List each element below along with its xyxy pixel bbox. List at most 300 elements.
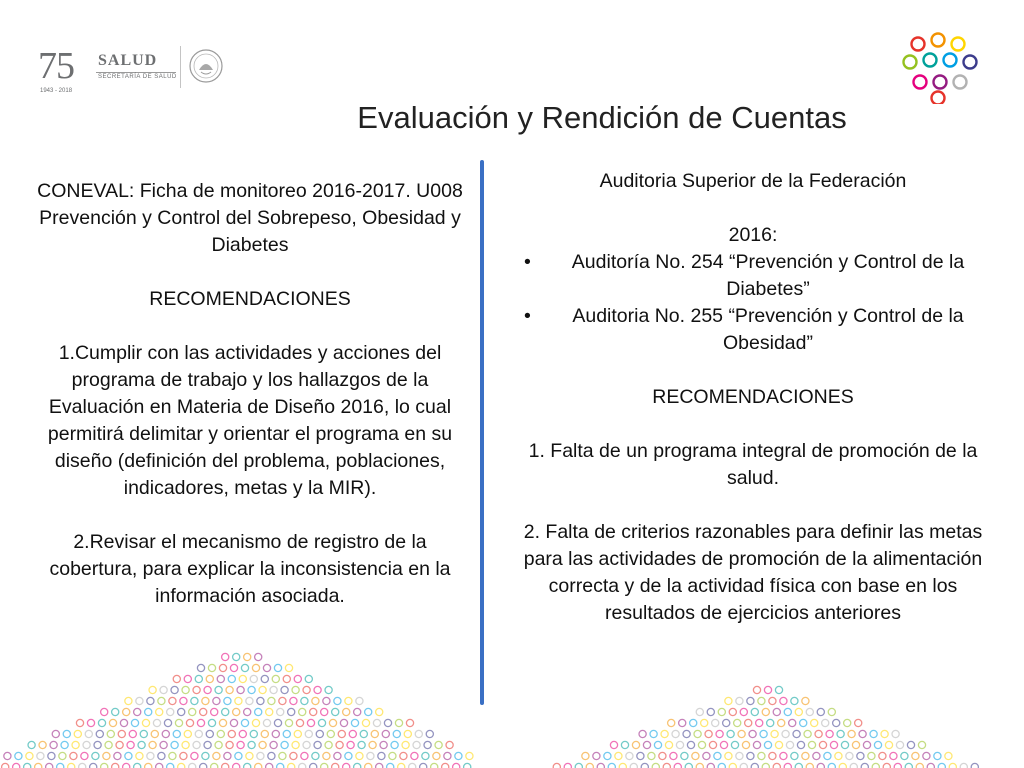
pattern-circle xyxy=(24,763,31,768)
pattern-circle xyxy=(945,752,952,759)
pattern-circle xyxy=(83,741,90,748)
pattern-circle xyxy=(237,741,244,748)
pattern-circle xyxy=(927,763,934,768)
pattern-circle xyxy=(833,719,840,726)
pattern-circle xyxy=(186,719,193,726)
pattern-circle xyxy=(351,719,358,726)
pattern-circle xyxy=(272,730,279,737)
pattern-circle xyxy=(314,686,321,693)
pattern-circle xyxy=(197,664,204,671)
asf-column xyxy=(518,168,988,627)
pattern-circle xyxy=(850,763,857,768)
pattern-circle xyxy=(343,763,350,768)
pattern-circle xyxy=(180,697,187,704)
pattern-circle xyxy=(806,763,813,768)
pattern-circle xyxy=(685,763,692,768)
pattern-circle xyxy=(255,708,262,715)
pattern-circle xyxy=(707,763,714,768)
pattern-circle xyxy=(848,730,855,737)
pattern-circle xyxy=(323,752,330,759)
pattern-circle xyxy=(237,686,244,693)
pattern-circle xyxy=(76,719,83,726)
pattern-circle xyxy=(279,697,286,704)
pattern-circle xyxy=(698,741,705,748)
pattern-circle xyxy=(384,719,391,726)
pattern-circle xyxy=(2,763,9,768)
pattern-circle xyxy=(382,730,389,737)
pattern-circle xyxy=(235,752,242,759)
pattern-circle xyxy=(167,708,174,715)
pattern-circle xyxy=(255,653,262,660)
pattern-circle xyxy=(857,752,864,759)
pattern-circle xyxy=(226,686,233,693)
pattern-circle xyxy=(290,697,297,704)
pattern-circle xyxy=(206,730,213,737)
pattern-circle xyxy=(259,686,266,693)
pattern-circle xyxy=(266,708,273,715)
brand-circles-logo xyxy=(900,32,980,104)
pattern-circle xyxy=(740,708,747,715)
pattern-circle xyxy=(125,752,132,759)
brand-circle xyxy=(952,38,965,51)
pattern-circle xyxy=(266,763,273,768)
pattern-circle xyxy=(751,763,758,768)
pattern-circle xyxy=(387,763,394,768)
pattern-circle xyxy=(731,741,738,748)
brand-circle xyxy=(932,34,945,47)
pattern-circle xyxy=(239,730,246,737)
pattern-circle xyxy=(694,730,701,737)
audit-item-255 xyxy=(518,303,988,357)
pattern-circle xyxy=(791,697,798,704)
pattern-circle xyxy=(369,741,376,748)
pattern-circle xyxy=(400,752,407,759)
pattern-circle xyxy=(892,730,899,737)
pattern-circle xyxy=(771,730,778,737)
pattern-circle xyxy=(380,741,387,748)
pattern-circle xyxy=(632,741,639,748)
pattern-circle xyxy=(182,686,189,693)
pattern-circle xyxy=(670,752,677,759)
pattern-circle xyxy=(767,719,774,726)
pattern-circle xyxy=(738,730,745,737)
pattern-circle xyxy=(208,719,215,726)
pattern-circle xyxy=(140,730,147,737)
pattern-circle xyxy=(586,763,593,768)
pattern-circle xyxy=(109,719,116,726)
pattern-circle xyxy=(35,763,42,768)
pattern-circle xyxy=(292,741,299,748)
asf-recommendations-label: RECOMENDACIONES xyxy=(652,386,854,408)
pattern-circle xyxy=(217,675,224,682)
pattern-circle xyxy=(846,752,853,759)
pattern-circle xyxy=(826,730,833,737)
pattern-circle xyxy=(453,763,460,768)
pattern-circle xyxy=(455,752,462,759)
pattern-circle xyxy=(252,664,259,671)
pattern-circle xyxy=(153,719,160,726)
pattern-circle xyxy=(837,730,844,737)
pattern-circle xyxy=(321,763,328,768)
pattern-circle xyxy=(604,752,611,759)
brand-circle xyxy=(914,76,927,89)
pattern-circle xyxy=(94,741,101,748)
pattern-circle xyxy=(200,708,207,715)
pattern-circle xyxy=(294,730,301,737)
pattern-circle xyxy=(610,741,617,748)
brand-circle xyxy=(964,56,977,69)
pattern-circle xyxy=(769,752,776,759)
pattern-circle xyxy=(879,752,886,759)
pattern-circle xyxy=(184,730,191,737)
pattern-circle xyxy=(960,763,967,768)
pattern-circle xyxy=(127,741,134,748)
pattern-circle xyxy=(345,752,352,759)
pattern-circle xyxy=(252,719,259,726)
pattern-circle xyxy=(288,708,295,715)
pattern-circle xyxy=(896,741,903,748)
pattern-circle xyxy=(907,741,914,748)
pattern-circle xyxy=(835,752,842,759)
pattern-circle xyxy=(156,708,163,715)
brand-circle xyxy=(934,76,947,89)
pattern-circle xyxy=(852,741,859,748)
pattern-circle xyxy=(597,763,604,768)
pattern-circle xyxy=(101,763,108,768)
pattern-circle xyxy=(107,730,114,737)
pattern-circle xyxy=(26,752,33,759)
pattern-circle xyxy=(63,730,70,737)
pattern-circle xyxy=(310,708,317,715)
pattern-circle xyxy=(797,741,804,748)
pattern-circle xyxy=(224,752,231,759)
pattern-circle xyxy=(411,752,418,759)
pattern-circle xyxy=(125,697,132,704)
pattern-circle xyxy=(696,763,703,768)
pattern-circle xyxy=(362,719,369,726)
pattern-circle xyxy=(158,752,165,759)
pattern-circle xyxy=(299,708,306,715)
pattern-circle xyxy=(70,752,77,759)
pattern-circle xyxy=(305,675,312,682)
pattern-circle xyxy=(828,708,835,715)
pattern-circle xyxy=(729,763,736,768)
pattern-circle xyxy=(283,730,290,737)
pattern-circle xyxy=(149,686,156,693)
pattern-circle xyxy=(729,708,736,715)
pattern-circle xyxy=(643,741,650,748)
pattern-circle xyxy=(389,752,396,759)
pattern-circle xyxy=(332,763,339,768)
pattern-circle xyxy=(338,730,345,737)
pattern-circle xyxy=(160,741,167,748)
pattern-circle xyxy=(68,763,75,768)
pattern-circle xyxy=(257,697,264,704)
pattern-circle xyxy=(283,675,290,682)
pattern-circle xyxy=(160,686,167,693)
pattern-circle xyxy=(92,752,99,759)
pattern-circle xyxy=(288,763,295,768)
pattern-circle xyxy=(217,730,224,737)
pattern-circle xyxy=(149,741,156,748)
pattern-circle xyxy=(72,741,79,748)
asf-heading: Auditoria Superior de la Federación xyxy=(599,170,907,192)
pattern-circle xyxy=(789,719,796,726)
pattern-circle xyxy=(175,719,182,726)
pattern-circle xyxy=(841,741,848,748)
pattern-circle xyxy=(248,686,255,693)
pattern-circle xyxy=(197,719,204,726)
pattern-circle xyxy=(173,675,180,682)
pattern-circle xyxy=(145,708,152,715)
pattern-circle xyxy=(39,741,46,748)
pattern-circle xyxy=(661,730,668,737)
pattern-circle xyxy=(343,708,350,715)
pattern-circle xyxy=(52,730,59,737)
pattern-circle xyxy=(406,719,413,726)
pattern-circle xyxy=(208,664,215,671)
pattern-circle xyxy=(431,763,438,768)
pattern-circle xyxy=(723,719,730,726)
pattern-circle xyxy=(255,763,262,768)
pattern-circle xyxy=(863,741,870,748)
pattern-circle xyxy=(74,730,81,737)
pattern-circle xyxy=(200,763,207,768)
pattern-circle xyxy=(371,730,378,737)
pattern-circle xyxy=(334,697,341,704)
asf-recommendation-1: 1. Falta de un programa integral de promoción de la salud. xyxy=(528,440,978,489)
pattern-circle xyxy=(233,763,240,768)
logo-separator xyxy=(180,46,181,88)
pattern-circle xyxy=(90,763,97,768)
pattern-circle xyxy=(791,752,798,759)
pattern-circle xyxy=(299,763,306,768)
pattern-circle xyxy=(679,719,686,726)
pattern-circle xyxy=(114,752,121,759)
pattern-circle xyxy=(373,719,380,726)
pattern-circle xyxy=(285,664,292,671)
pattern-circle xyxy=(703,752,710,759)
pattern-circle xyxy=(323,697,330,704)
pattern-circle xyxy=(360,730,367,737)
pattern-circle xyxy=(442,763,449,768)
pattern-circle xyxy=(345,697,352,704)
pattern-circle xyxy=(709,741,716,748)
pattern-circle xyxy=(263,719,270,726)
pattern-circle xyxy=(147,697,154,704)
pattern-circle xyxy=(828,763,835,768)
pattern-circle xyxy=(277,763,284,768)
pattern-circle xyxy=(356,697,363,704)
pattern-circle xyxy=(883,763,890,768)
pattern-circle xyxy=(839,763,846,768)
pattern-circle xyxy=(268,752,275,759)
pattern-circle xyxy=(727,730,734,737)
pattern-circle xyxy=(769,697,776,704)
pattern-circle xyxy=(466,752,473,759)
pattern-circle xyxy=(281,741,288,748)
pattern-circle xyxy=(668,719,675,726)
pattern-circle xyxy=(641,763,648,768)
pattern-circle xyxy=(435,741,442,748)
pattern-circle xyxy=(145,763,152,768)
pattern-circle xyxy=(844,719,851,726)
pattern-circle xyxy=(303,686,310,693)
asf-recommendation-2: 2. Falta de criterios razonables para definir las metas para las actividades de promoción de la alimentación correcta y de la actividad física con base en los resultados de ejercicios anteriores xyxy=(523,521,983,624)
pattern-circle xyxy=(340,719,347,726)
header-logos xyxy=(38,40,238,100)
pattern-circle xyxy=(402,741,409,748)
pattern-circle xyxy=(316,730,323,737)
pattern-circle xyxy=(204,741,211,748)
pattern-circle xyxy=(890,752,897,759)
pattern-circle xyxy=(270,741,277,748)
pattern-circle xyxy=(178,708,185,715)
pattern-circle xyxy=(195,730,202,737)
pattern-circle xyxy=(202,752,209,759)
decorative-pattern-right xyxy=(520,640,1024,768)
pattern-circle xyxy=(773,763,780,768)
pattern-circle xyxy=(639,730,646,737)
pattern-circle xyxy=(619,763,626,768)
pattern-circle xyxy=(758,697,765,704)
pattern-circle xyxy=(239,675,246,682)
pattern-circle xyxy=(378,752,385,759)
pattern-circle xyxy=(683,730,690,737)
pattern-circle xyxy=(822,719,829,726)
pattern-circle xyxy=(376,708,383,715)
pattern-circle xyxy=(81,752,88,759)
pattern-circle xyxy=(773,708,780,715)
pattern-circle xyxy=(202,697,209,704)
pattern-circle xyxy=(118,730,125,737)
coneval-heading: CONEVAL: Ficha de monitoreo 2016-2017. U008 Prevención y Control del Sobrepeso, Obesidad y Diabetes xyxy=(37,180,463,256)
pattern-circle xyxy=(211,708,218,715)
pattern-circle xyxy=(575,763,582,768)
pattern-circle xyxy=(367,752,374,759)
pattern-circle xyxy=(28,741,35,748)
pattern-circle xyxy=(424,741,431,748)
pattern-circle xyxy=(138,741,145,748)
pattern-circle xyxy=(687,741,694,748)
pattern-circle xyxy=(171,741,178,748)
pattern-circle xyxy=(725,697,732,704)
pattern-circle xyxy=(753,686,760,693)
decorative-pattern-left xyxy=(0,640,480,768)
pattern-circle xyxy=(705,730,712,737)
pattern-circle xyxy=(817,763,824,768)
pattern-circle xyxy=(180,752,187,759)
pattern-circle xyxy=(676,741,683,748)
pattern-circle xyxy=(354,708,361,715)
pattern-circle xyxy=(244,708,251,715)
pattern-circle xyxy=(354,763,361,768)
pattern-circle xyxy=(123,763,130,768)
pattern-circle xyxy=(292,686,299,693)
pattern-circle xyxy=(272,675,279,682)
pattern-circle xyxy=(650,730,657,737)
pattern-circle xyxy=(824,752,831,759)
pattern-circle xyxy=(775,686,782,693)
pattern-circle xyxy=(692,752,699,759)
pattern-circle xyxy=(395,719,402,726)
pattern-circle xyxy=(349,730,356,737)
pattern-circle xyxy=(819,741,826,748)
pattern-circle xyxy=(663,763,670,768)
pattern-circle xyxy=(720,741,727,748)
pattern-circle xyxy=(158,697,165,704)
pattern-circle xyxy=(802,752,809,759)
pattern-circle xyxy=(654,741,661,748)
pattern-circle xyxy=(971,763,978,768)
pattern-circle xyxy=(762,708,769,715)
pattern-circle xyxy=(318,719,325,726)
pattern-circle xyxy=(222,708,229,715)
pattern-circle xyxy=(156,763,163,768)
pattern-circle xyxy=(85,730,92,737)
pattern-circle xyxy=(751,708,758,715)
pattern-circle xyxy=(206,675,213,682)
pattern-circle xyxy=(793,730,800,737)
pattern-circle xyxy=(806,708,813,715)
pattern-circle xyxy=(169,697,176,704)
pattern-circle xyxy=(872,763,879,768)
pattern-circle xyxy=(277,708,284,715)
pattern-circle xyxy=(778,719,785,726)
pattern-circle xyxy=(621,741,628,748)
pattern-circle xyxy=(173,730,180,737)
pattern-circle xyxy=(312,752,319,759)
pattern-circle xyxy=(87,719,94,726)
pattern-circle xyxy=(321,708,328,715)
pattern-circle xyxy=(327,730,334,737)
pattern-circle xyxy=(800,719,807,726)
pattern-circle xyxy=(301,752,308,759)
pattern-circle xyxy=(294,675,301,682)
pattern-circle xyxy=(398,763,405,768)
brand-circle xyxy=(912,38,925,51)
anniversary-years: 1943 - 2018 xyxy=(40,88,73,94)
pattern-circle xyxy=(61,741,68,748)
pattern-circle xyxy=(178,763,185,768)
pattern-circle xyxy=(219,664,226,671)
pattern-circle xyxy=(815,730,822,737)
pattern-circle xyxy=(861,763,868,768)
pattern-circle xyxy=(332,708,339,715)
pattern-circle xyxy=(356,752,363,759)
pattern-circle xyxy=(868,752,875,759)
pattern-circle xyxy=(290,752,297,759)
pattern-circle xyxy=(736,697,743,704)
pattern-circle xyxy=(802,697,809,704)
pattern-circle xyxy=(734,719,741,726)
pattern-circle xyxy=(626,752,633,759)
pattern-circle xyxy=(46,763,53,768)
pattern-circle xyxy=(147,752,154,759)
pattern-circle xyxy=(184,675,191,682)
pattern-circle xyxy=(123,708,130,715)
pattern-circle xyxy=(464,763,471,768)
pattern-circle xyxy=(714,752,721,759)
pattern-circle xyxy=(795,763,802,768)
pattern-circle xyxy=(246,697,253,704)
pattern-circle xyxy=(279,752,286,759)
pattern-circle xyxy=(334,752,341,759)
pattern-circle xyxy=(855,719,862,726)
pattern-circle xyxy=(164,719,171,726)
pattern-circle xyxy=(336,741,343,748)
pattern-circle xyxy=(347,741,354,748)
